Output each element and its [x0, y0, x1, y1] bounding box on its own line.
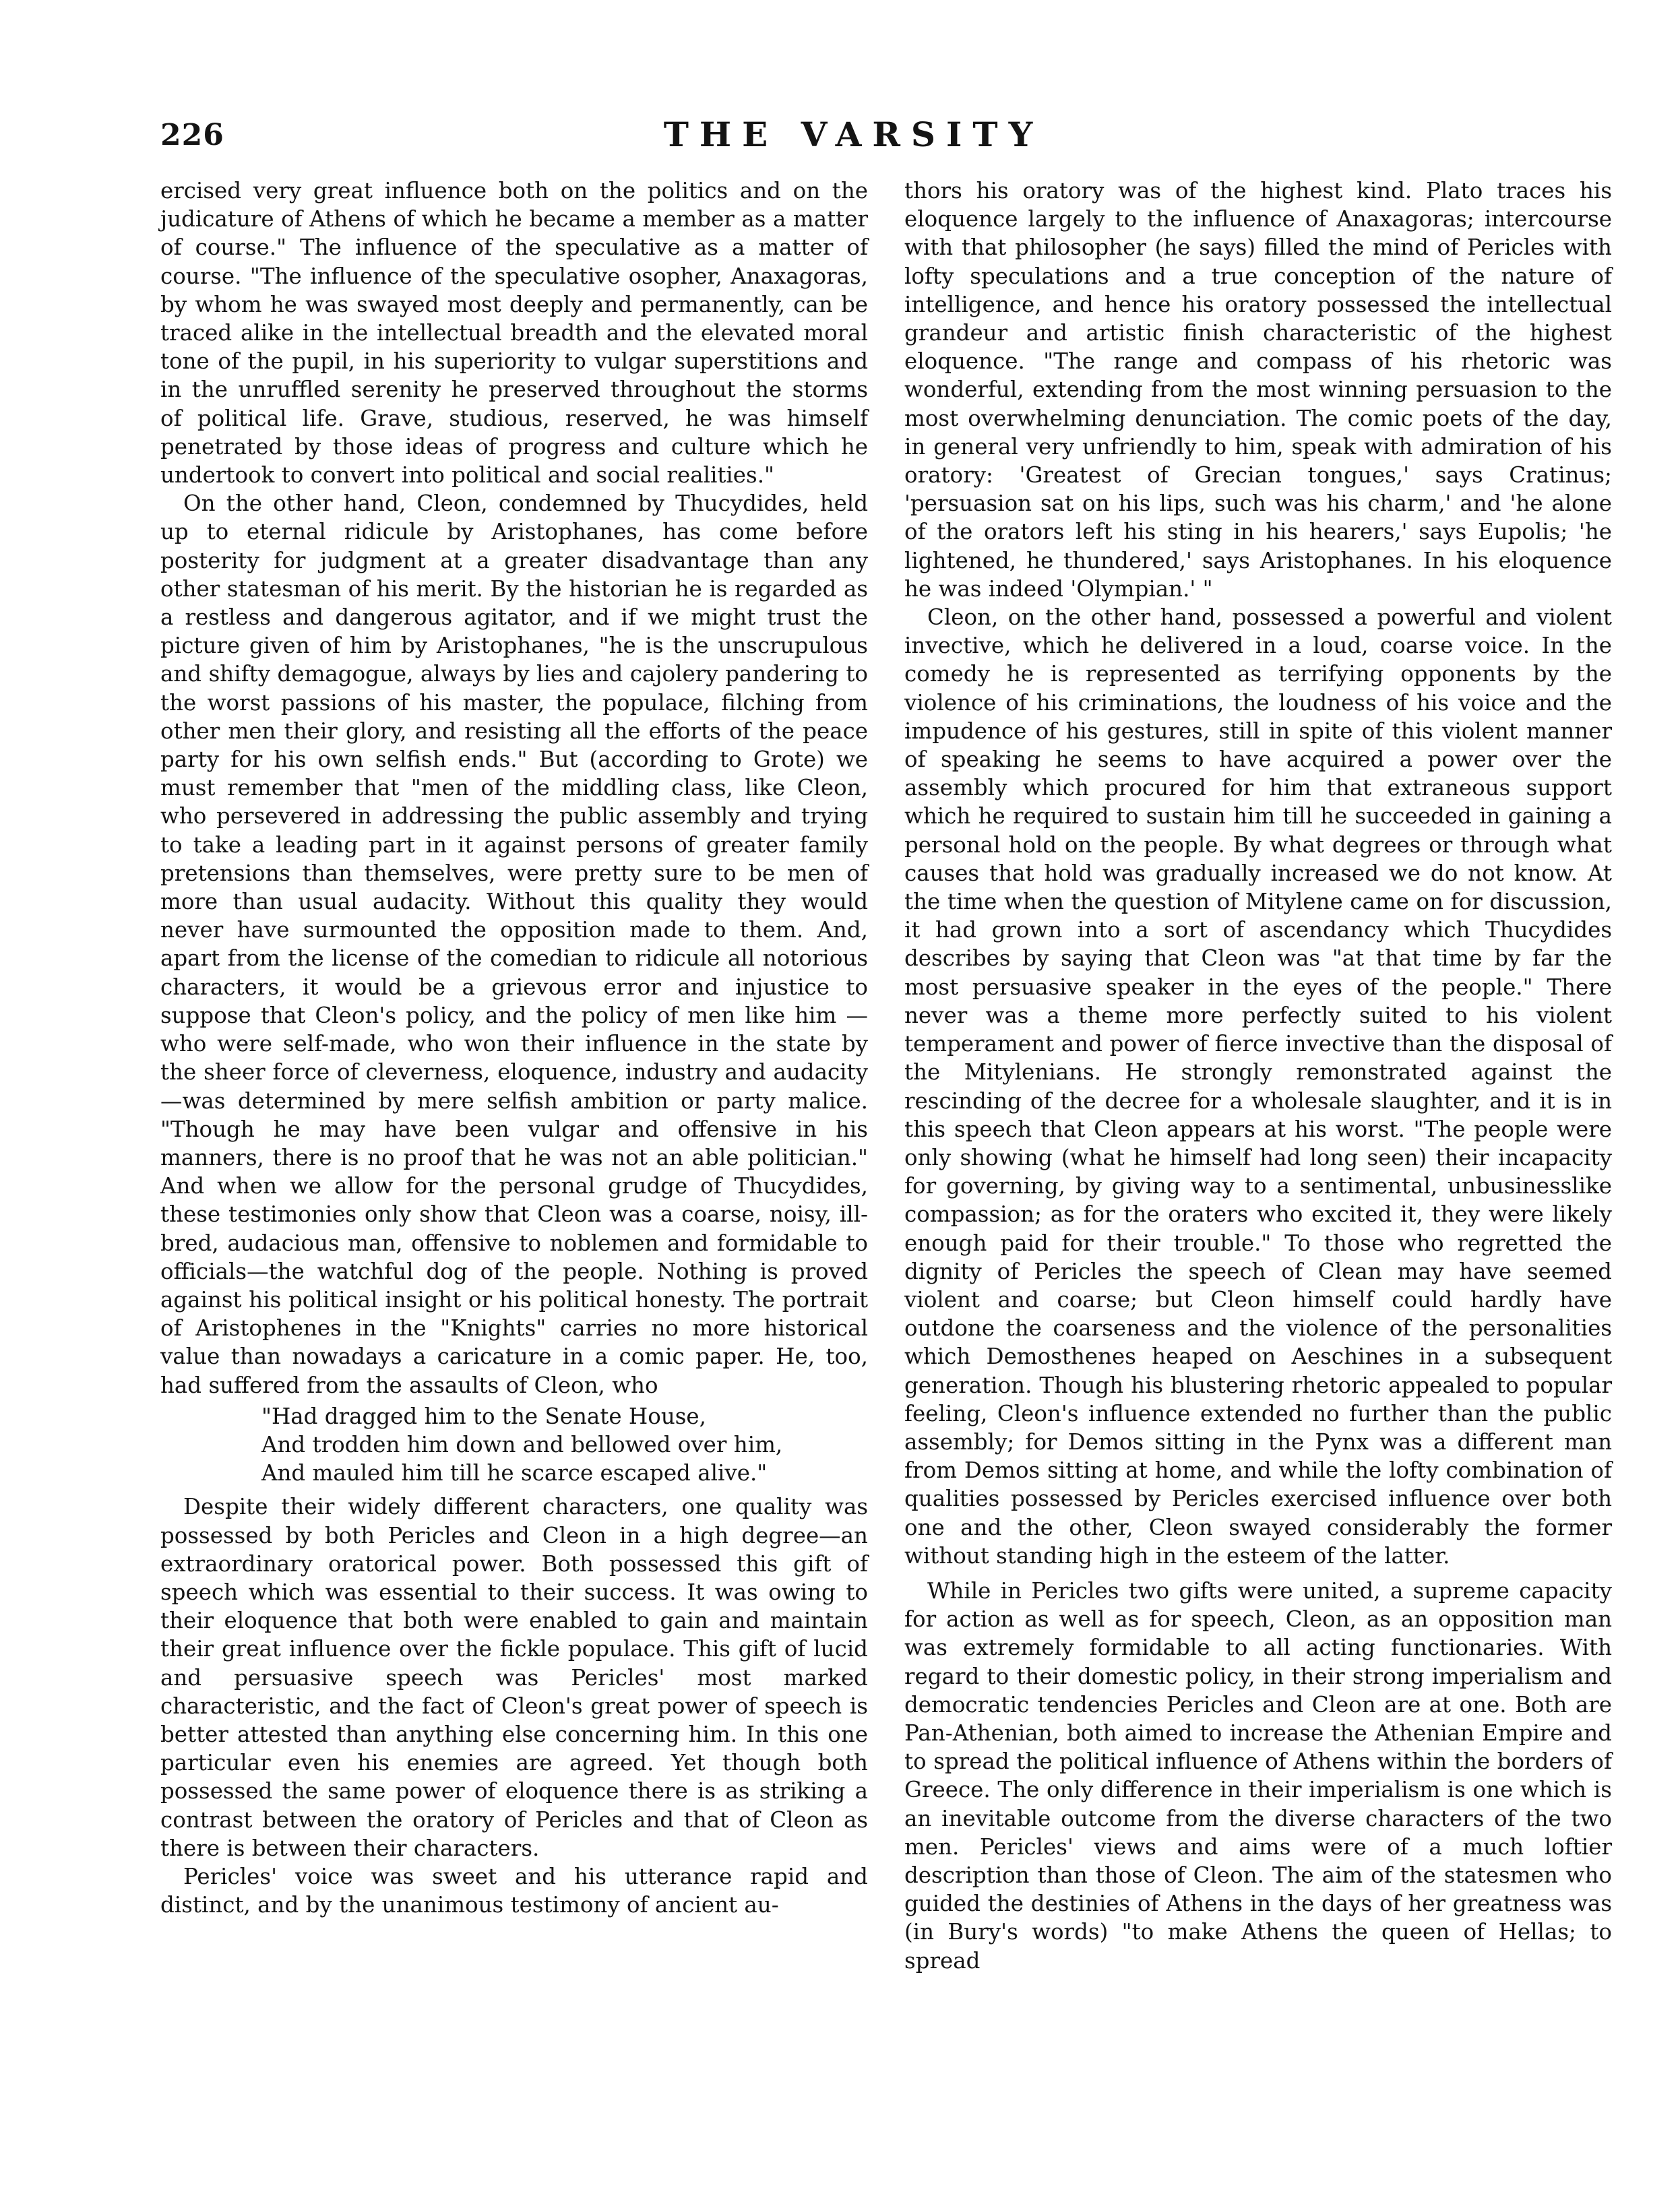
paragraph: Despite their widely different characters, one quality was possessed by both Pericles and Cleon in a high degree—an extraordinary oratorical power. Both possessed this gift of speech which was essential to their success. It was owing to their eloquence that both were enabled to gain and maintain their great influence over the fickle populace. This gift of lucid and persuasive speech was Pericles' most marked characteristic, and the fact of Cleon's great power of speech is better attested than anything else concerning him. In this one particular even his enemies are agreed. Yet though both possessed the same power of eloquence there is as striking a contrast between the oratory of Pericles and that of Cleon as there is between their characters. [160, 1494, 868, 1861]
paragraph: ercised very great influence both on the politics and on the judicature of Athens of which he became a member as a matter of course." The influence of the speculative as a matter of course. "The influence of the speculative osopher, Anaxagoras, by whom he was swayed most deeply and permanently, can be traced alike in the intellectual breadth and the elevated moral tone of the pupil, in his superiority to vulgar superstitions and in the unruffled serenity he preserved throughout the storms of political life. Grave, studious, reserved, he was himself penetrated by those ideas of progress and culture which he undertook to convert into political and social realities." [160, 178, 868, 489]
masthead-title: THE VARSITY [663, 115, 1044, 154]
paragraph: While in Pericles two gifts were united, a supreme capacity for action as well as for speech, Cleon, as an opposition man was extremely formidable to all acting functionaries. With regard to their domestic policy, in their strong imperialism and democratic tendencies Pericles and Cleon are at one. Both are Pan-Athenian, both aimed to increase the Athenian Empire and to spread the political influence of Athens within the borders of Greece. The only difference in their imperialism is one which is an inevitable outcome from the diverse characters of the two men. Pericles' views and aims were of a much loftier description than those of Cleon. The aim of the statesmen who guided the destinies of Athens in the days of her greatness was (in Bury's words) "to make Athens the queen of Hellas; to spread [904, 1577, 1612, 1974]
paragraph: On the other hand, Cleon, condemned by Thucydides, held up to eternal ridicule by Aristophanes, has come before posterity for judgment at a greater disadvantage than any other statesman of his merit. By the historian he is regarded as a restless and dangerous agitator, and if we might trust the picture given of him by Aristophanes, "he is the unscrupulous and shifty demagogue, always by lies and cajolery pandering to the worst passions of his master, the populace, filching from other men their glory, and resisting all the efforts of the peace party for his own selfish ends." But (according to Grote) we must remember that "men of the middling class, like Cleon, who persevered in addressing the public assembly and trying to take a leading part in it against persons of greater family pretensions than themselves, were pretty sure to be men of more than usual audacity. Without this quality they would never have surmounted the opposition made to them. And, apart from the license of the comedian to ridicule all notorious characters, it would be a grievous error and injustice to suppose that Cleon's policy, and the policy of men like him —who were self-made, who won their influence in the state by the sheer force of cleverness, eloquence, industry and audacity—was determined by mere selfish ambition or party malice. "Though he may have been vulgar and offensive in his manners, there is no proof that he was not an able politician." And when we allow for the personal grudge of Thucydides, these testimonies only show that Cleon was a coarse, noisy, ill-bred, audacious man, offensive to noblemen and formidable to officials—the watchful dog of the people. Nothing is proved against his political insight or his political honesty. The portrait of Aristophenes in the "Knights" carries no more historical value than nowadays a caricature in a comic paper. He, too, had suffered from the assaults of Cleon, who [160, 491, 868, 1398]
right-column [904, 177, 1612, 1975]
verse-line: "Had dragged him to the Senate House, [261, 1403, 706, 1429]
verse-line: And mauled him till he scarce escaped alive." [261, 1460, 768, 1486]
verse-quotation [261, 1402, 868, 1488]
page-number: 226 [160, 118, 224, 152]
paragraph: Pericles' voice was sweet and his utterance rapid and distinct, and by the unanimous testimony of ancient au- [160, 1863, 868, 1918]
paragraph: thors his oratory was of the highest kind. Plato traces his eloquence largely to the influence of Anaxagoras; intercourse with that philosopher (he says) filled the mind of Pericles with lofty speculations and a true conception of the nature of intelligence, and hence his oratory possessed the intellectual grandeur and artistic finish characteristic of the highest eloquence. "The range and compass of his rhetoric was wonderful, extending from the most winning persuasion to the most overwhelming denunciation. The comic poets of the day, in general very unfriendly to him, speak with admiration of his oratory: 'Greatest of Grecian tongues,' says Cratinus; 'persuasion sat on his lips, such was his charm,' and 'he alone of the orators left his sting in his hearers,' says Eupolis; 'he lightened, he thundered,' says Aristophanes. In his eloquence he was indeed 'Olympian.' " [904, 178, 1612, 602]
left-column [160, 177, 868, 1919]
verse-line: And trodden him down and bellowed over him, [261, 1431, 783, 1457]
paragraph: Cleon, on the other hand, possessed a powerful and violent invective, which he delivered in a loud, coarse voice. In the comedy he is represented as terrifying opponents by the violence of his criminations, the loudness of his voice and the impudence of his gestures, still in spite of this violent manner of speaking he seems to have acquired a power over the assembly which procured for him that extraneous support which he required to sustain him till he succeeded in gaining a personal hold on the people. By what degrees or through what causes that hold was gradually increased we do not know. At the time when the question of Mitylene came on for discussion, it had grown into a sort of ascendancy which Thucydides describes by saying that Cleon was "at that time by far the most persuasive speaker in the eyes of the people." There never was a theme more perfectly suited to his violent temperament and power of fierce invective than the disposal of the Mitylenians. He strongly remonstrated against the rescinding of the decree for a wholesale slaughter, and it is in this speech that Cleon appears at his worst. "The people were only showing (what he himself had long seen) their incapacity for governing, by giving way to a sentimental, unbusinesslike compassion; as for the oraters who excited it, they were likely enough paid for their trouble." To those who regretted the dignity of Pericles the speech of Clean may have seemed violent and coarse; but Cleon himself could hardly have outdone the coarseness and the violence of the personalities which Demosthenes heaped on Aeschines in a subsequent generation. Though his blustering rhetoric appealed to popular feeling, Cleon's influence extended no further than the public assembly; for Demos sitting in the Pynx was a different man from Demos sitting at home, and while the lofty combination of qualities possessed by Pericles exercised influence over both one and the other, Cleon swayed considerably the former without standing high in the esteem of the latter. [904, 604, 1612, 1569]
